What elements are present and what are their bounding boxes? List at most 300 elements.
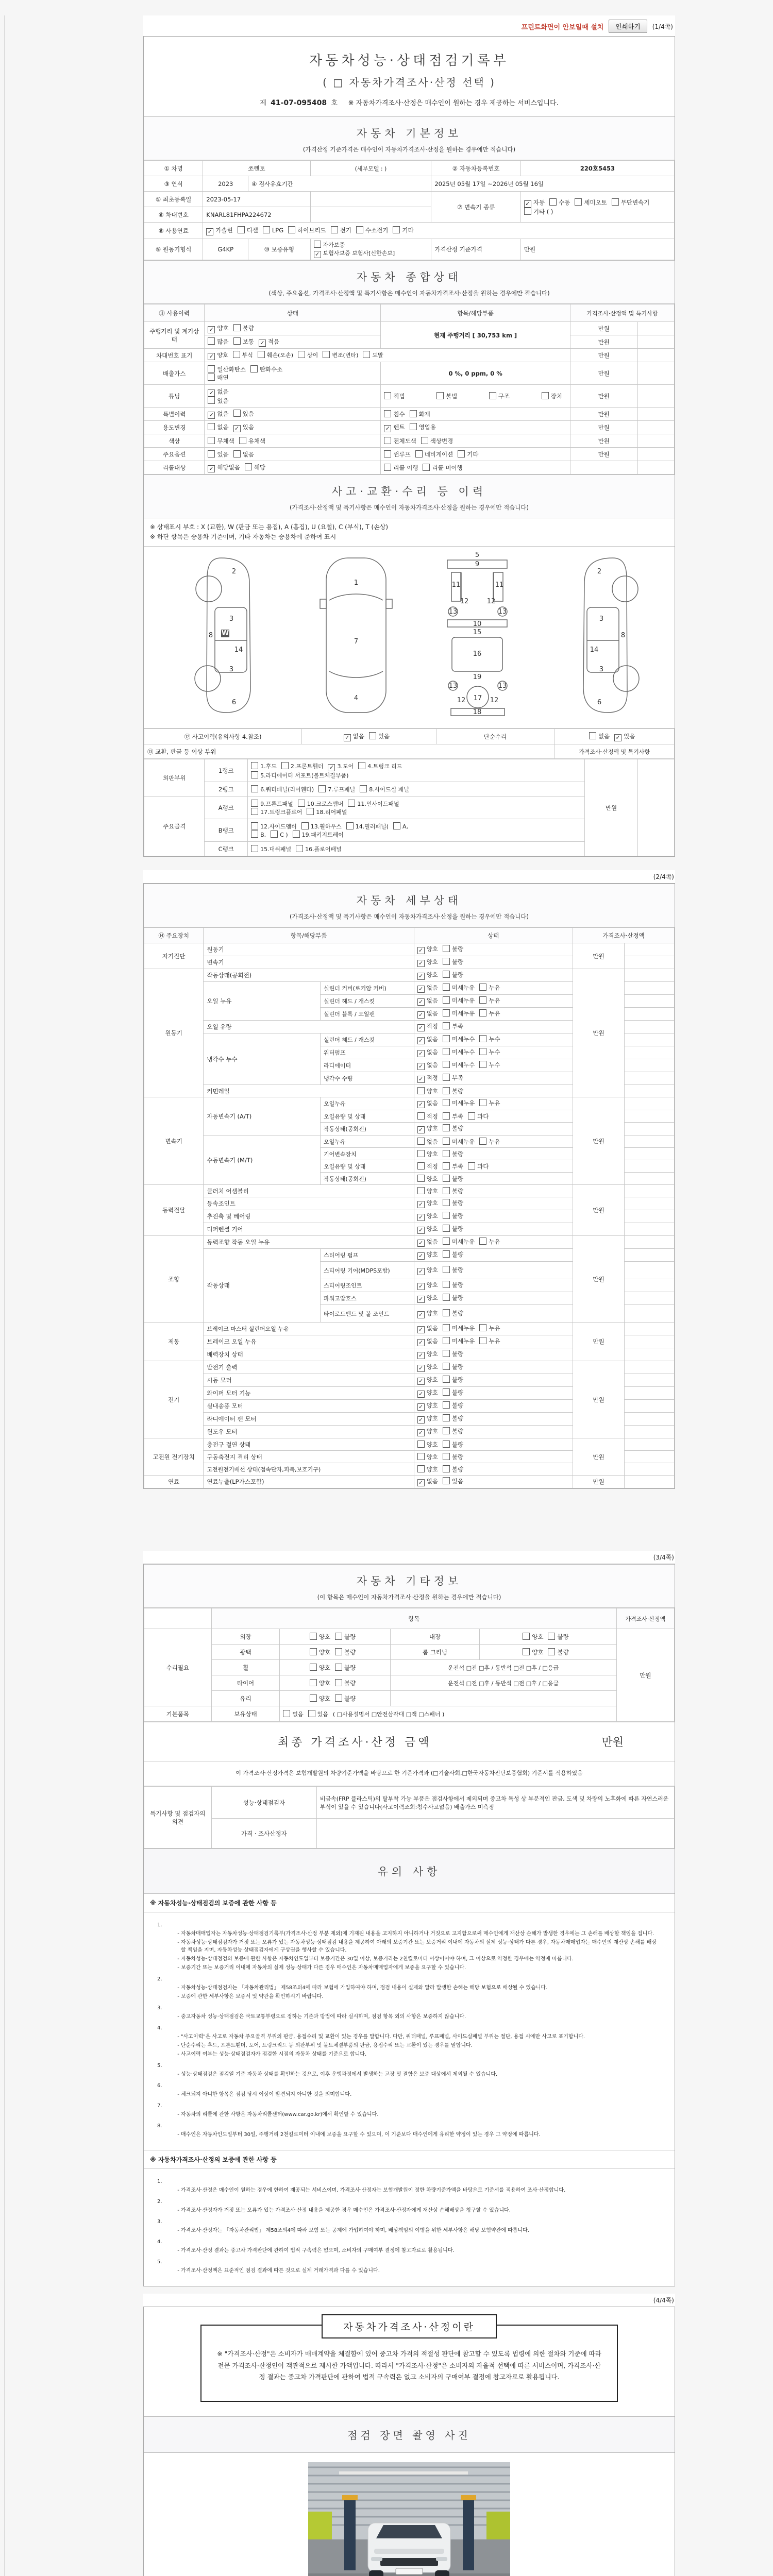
cell [624,1059,674,1072]
diagram-part-10: 10 [473,620,482,629]
checkbox-도말[interactable]: 도말 [363,351,383,359]
cell-실내송풍 모터: 실내송풍 모터 [204,1400,414,1413]
cell-배력장치 상태: 배력장치 상태 [204,1348,414,1361]
cell-만원: 만원 [573,1185,624,1236]
cell-만원: 만원 [573,1236,624,1323]
checkbox-양호[interactable]: 양호 [417,1453,438,1461]
checkbox-2.프론트휀더[interactable]: 2.프론트휀더 [281,762,324,770]
checkbox-양호[interactable]: 양호 [417,1187,438,1195]
checkbox-양호[interactable]: 양호 [417,1175,438,1183]
checkbox-없음[interactable]: ✓ 없음 [417,1238,438,1247]
notice-item: 1. [157,1922,162,1928]
cell-만원: 만원 [573,1361,624,1438]
checkbox-4.트렁크 리드[interactable]: 4.트렁크 리드 [358,762,402,770]
section-basic-header: 자동차 기본정보 (가격산정 기준가격은 매수인이 자동차가격조사·산정을 원하는 경우에만 적습니다) [144,116,675,160]
cell-룸 크리닝: 룸 크리닝 [390,1645,480,1660]
checkbox-부족[interactable]: 부족 [443,1022,463,1030]
checkbox-적음[interactable]: ✓ 적음 [259,337,279,347]
cell [554,729,675,744]
checkbox-없음[interactable]: 없음 [233,450,254,459]
cell-작동상태(공회전): 작동상태(공회전) [320,1173,414,1185]
diagram-part-11: 11 [451,581,461,589]
checkbox-13.휠하우스[interactable]: 13.휠하우스 [301,822,342,831]
checkbox-A,[interactable]: A, [393,822,408,830]
checkbox-불량[interactable]: 불량 [443,1250,463,1259]
checkbox-14.필러패널([interactable]: 14.필러패널( [346,822,389,831]
cell [414,1463,573,1476]
checkbox-불량[interactable]: 불량 [443,1124,463,1132]
checkbox-누유[interactable]: 누유 [479,1324,500,1332]
checkbox-양호[interactable]: 양호 [310,1648,330,1656]
cell [414,1021,573,1033]
checkbox-3.도어[interactable]: ✓ 3.도어 [328,762,354,771]
checkbox-누유[interactable]: 누유 [479,1238,500,1246]
cell [637,759,674,856]
checkbox-없음[interactable]: 없음 [208,423,228,431]
checkbox-양호[interactable]: ✓ 양호 [417,971,438,980]
checkbox-양호[interactable]: 양호 [310,1694,330,1703]
checkbox-해당[interactable]: 해당 [245,463,265,471]
checkbox-없음[interactable]: ✓ 없음 [417,1477,438,1486]
checkbox-없음[interactable]: ✓ 없음 [417,1048,438,1057]
notice-bullet: - 성능·상태점검은 점검일 기준 자동차 상태를 확인하는 것으로, 이후 운행과정에서 발생하는 고장 및 결함은 보증 대상에서 제외될 수 있습니다. [181,2071,661,2078]
checkbox-화재[interactable]: 화재 [410,410,430,418]
cell-브레이크 마스터 실린더: 브레이크 마스터 실린더오일 누유 [204,1323,414,1335]
checkbox-누유[interactable]: 누유 [479,1099,500,1107]
notices-sub1: ※ 자동차성능·상태점검의 보증에 관한 사항 등 [144,1894,675,1912]
checkbox-가솔린[interactable]: ✓ 가솔린 [206,226,232,235]
checkbox-양호[interactable]: ✓ 양호 [417,945,438,954]
cell [280,1691,390,1706]
cell [637,335,675,349]
cell [414,1059,573,1072]
checkbox-불량[interactable]: 불량 [443,1453,463,1461]
checkbox-누유[interactable]: 누유 [479,1009,500,1018]
checkbox-부족[interactable]: 부족 [443,1162,463,1171]
cell-충전구 절연 상태: 충전구 절연 상태 [204,1438,414,1451]
cell-스티어링 펌프: 스티어링 펌프 [320,1249,414,1262]
checkbox-11.인사이드패널[interactable]: 11.인사이드패널 [348,800,399,808]
doc-number: 41-07-095408 [271,99,327,107]
checkbox-부식[interactable]: 부식 [233,351,253,359]
checkbox-없음[interactable]: ✓ 없음 [208,387,228,397]
checkbox-있음[interactable]: 있음 [369,732,390,740]
checkbox-불량[interactable]: 불량 [443,1388,463,1397]
checkbox-불량[interactable]: 불량 [443,1427,463,1435]
checkbox-있음[interactable]: 있음 [233,410,254,418]
checkbox-12.사이드멤버[interactable]: 12.사이드멤버 [251,822,297,831]
checkbox-보통[interactable]: 보통 [233,337,254,346]
checkbox-불량[interactable]: 불량 [443,1281,463,1289]
checkbox-미세누수[interactable]: 미세누수 [443,1061,475,1069]
cell-주행거리 및 계기상태: 주행거리 및 계기상태 [144,322,205,349]
checkbox-양호[interactable]: ✓ 양호 [417,1225,438,1234]
cell-변속기: 변속기 [144,1097,204,1185]
checkbox-불량[interactable]: 불량 [443,1440,463,1449]
notice-bullet: - 가격조사·산정 결과는 중고차 가격판단에 관하여 법적 구속력은 없으며, 소비자의 구매여부 결정에 참고자료로 활용됩니다. [181,2247,661,2255]
cell [414,1033,573,1046]
checkbox-불량[interactable]: 불량 [443,1266,463,1274]
checkbox-있음[interactable]: 있음 [443,1477,463,1485]
cell-B랭크: B랭크 [205,819,248,842]
checkbox-과다[interactable]: 과다 [468,1162,489,1171]
cell [624,1323,674,1335]
section-overall-header: 자동차 종합상태 (색상, 주요옵션, 가격조사·산정액 및 특기사항은 매수인이 자동차가격조사·산정을 원하는 경우에만 적습니다) [144,260,675,304]
checkbox-전체도색[interactable]: 전체도색 [384,437,416,445]
checkbox-해당없음[interactable]: ✓ 해당없음 [208,463,240,472]
cell-⑥ 차대번호: ⑥ 차대번호 [144,207,203,223]
checkbox-없음[interactable]: ✓ 없음 [417,1061,438,1070]
cell [414,1335,573,1348]
checkbox-색상변경[interactable]: 색상변경 [421,437,453,445]
checkbox-누수[interactable]: 누수 [479,1061,500,1069]
checkbox-미세누유[interactable]: 미세누유 [443,984,475,992]
checkbox-19.패키지트레이[interactable]: 19.패키지트레이 [293,831,344,839]
checkbox-자동[interactable]: ✓ 자동 [524,198,545,208]
cell [624,1335,674,1348]
checkbox-양호[interactable]: 양호 [417,1087,438,1095]
checkbox-양호[interactable]: ✓ 양호 [417,1414,438,1423]
checkbox-탄화수소[interactable]: 탄화수소 [250,365,282,374]
checkbox-18.리어패널[interactable]: 18.리어패널 [307,808,347,816]
checkbox-양호[interactable]: 양호 [523,1648,543,1656]
checkbox-불량[interactable]: 불량 [443,1350,463,1358]
checkbox-자가보증[interactable]: 자가보증 [314,241,345,249]
cell [624,1033,674,1046]
checkbox-불량[interactable]: 불량 [443,1401,463,1410]
checkbox-미세누유[interactable]: 미세누유 [443,1009,475,1018]
checkbox-상이[interactable]: 상이 [298,351,318,359]
checkbox-양호[interactable]: 양호 [417,1465,438,1473]
checkbox-누유[interactable]: 누유 [479,1337,500,1345]
checkbox-장치[interactable]: 장치 [542,392,562,400]
checkbox-미세누유[interactable]: 미세누유 [443,996,475,1005]
diagram-part-8: 8 [208,632,213,640]
checkbox-일산화탄소[interactable]: 일산화탄소 [208,365,246,374]
diagram-part-3: 3 [599,666,604,674]
print-install-hint[interactable]: 프린트화면이 안보일때 설치 [521,23,604,31]
notice-item: 7. [157,2103,162,2109]
checkbox-불량[interactable]: 불량 [443,971,463,979]
checkbox-없음[interactable]: ✓ 없음 [417,1035,438,1044]
checkbox-5.라디에이터 서포트(볼트체결부품)[interactable]: 5.라디에이터 서포트(볼트체결부품) [251,771,348,779]
checkbox-불량[interactable]: 불량 [443,945,463,953]
cell [414,1361,573,1374]
checkbox-불량[interactable]: 불량 [443,1225,463,1233]
diagram-part-11: 11 [495,581,504,589]
cell-오일누유: 오일누유 [320,1097,414,1110]
checkbox-불량[interactable]: 불량 [443,1465,463,1473]
checkbox-불량[interactable]: 불량 [548,1648,568,1656]
cell-주요옵션: 주요옵션 [144,448,205,461]
checkbox-미세누유[interactable]: 미세누유 [443,1138,475,1146]
checkbox-누수[interactable]: 누수 [479,1035,500,1043]
checkbox-불량[interactable]: 불량 [335,1648,356,1656]
checkbox-없음[interactable]: 없음 [283,1710,303,1718]
checkbox-양호[interactable]: ✓ 양호 [417,1363,438,1372]
cell [624,1292,674,1305]
checkbox-양호[interactable]: 양호 [417,1440,438,1449]
checkbox-과다[interactable]: 과다 [468,1112,489,1121]
notice-bullet: - 체크되지 아니한 항목은 점검 당시 이상이 발견되지 아니한 것을 의미합니다. [181,2091,661,2098]
checkbox-디젤[interactable]: 디젤 [238,226,258,234]
checkbox-불량[interactable]: 불량 [335,1694,356,1703]
checkbox-불량[interactable]: 불량 [335,1664,356,1672]
checkbox-부족[interactable]: 부족 [443,1074,463,1082]
cell [248,782,585,796]
cell [414,982,573,995]
checkbox-양호[interactable]: 양호 [310,1664,330,1672]
checkbox-전기[interactable]: 전기 [331,226,351,234]
detail-status-table [144,927,675,1488]
checkbox-기타 ( )[interactable]: 기타 ( ) [524,208,553,216]
checkbox-미세누유[interactable]: 미세누유 [443,1238,475,1246]
cell-리콜대상: 리콜대상 [144,461,205,474]
checkbox-양호[interactable]: 양호 [417,1150,438,1158]
checkbox-적정[interactable]: ✓ 적정 [417,1022,438,1031]
checkbox-부족[interactable]: 부족 [443,1112,463,1121]
cell [414,995,573,1008]
notices-sub2: ※ 자동차가격조사·산정의 보증에 관한 사항 등 [144,2150,675,2169]
cell-작동상태(공회전): 작동상태(공회전) [320,1123,414,1136]
cell-가격조사·산정액: 가격조사·산정액 [616,1608,674,1629]
checkbox-양호[interactable]: ✓ 양호 [417,1212,438,1221]
checkbox-없음[interactable]: 없음 [417,1138,438,1146]
cell [381,461,570,474]
checkbox-영업용[interactable]: 영업용 [410,423,436,431]
checkbox-없음[interactable]: ✓ 없음 [417,996,438,1006]
checkbox-LPG[interactable]: LPG [263,226,283,234]
checkbox-C )[interactable]: C ) [271,831,288,838]
checkbox-있음[interactable]: ✓ 있음 [614,732,635,741]
checkbox-보험사보증 보험사[신한손보][interactable]: ✓ 보험사보증 보험사[신한손보] [314,249,395,258]
cell-만원: 만원 [570,448,637,461]
checkbox-있음[interactable]: 있음 [208,397,228,405]
cell-⑭ 주요장치: ⑭ 주요장치 [144,928,204,943]
checkbox-8.사이드실 패널[interactable]: 8.사이드실 패널 [360,785,409,793]
checkbox-렌트[interactable]: ✓ 렌트 [384,423,405,432]
checkbox-없음[interactable]: ✓ 없음 [417,1324,438,1333]
damage-code-legend: ※ 상태표시 부호 : X (교환), W (판금 또는 용접), A (흠집), U (요철), C (부식), T (손상) ※ 하단 항목은 승용차 기준이며, 기타 자동차는 승용차에 준하여 표시 [144,518,675,547]
cell-특기사항 및 점검자의: 특기사항 및 점검자의 의견 [144,1787,212,1849]
cell-튜닝: 튜닝 [144,385,205,408]
checkbox-불량[interactable]: 불량 [233,324,254,332]
checkbox-없음[interactable]: ✓ 없음 [208,410,228,419]
overall-status-table [144,304,675,474]
checkbox-양호[interactable]: ✓ 양호 [417,1376,438,1385]
checkbox-양호[interactable]: ✓ 양호 [417,1266,438,1275]
cell-시동 모터: 시동 모터 [204,1374,414,1387]
checkbox-양호[interactable]: ✓ 양호 [417,1281,438,1290]
cell [637,448,675,461]
checkbox-누유[interactable]: 누유 [479,984,500,992]
cell [205,461,381,474]
checkbox-불량[interactable]: 불량 [443,1187,463,1195]
cell-만원: 만원 [570,434,637,448]
checkbox-양호[interactable]: ✓ 양호 [417,1401,438,1411]
checkbox-불량[interactable]: 불량 [443,1294,463,1302]
checkbox-리콜 이행[interactable]: 리콜 이행 [384,464,418,472]
checkbox-B,[interactable]: B, [251,831,266,838]
checkbox-적정[interactable]: 적정 [417,1112,438,1121]
checkbox-6.쿼터패널(리어휀다)[interactable]: 6.쿼터패널(리어휀다) [251,785,314,793]
cell [205,385,381,408]
checkbox-매연[interactable]: 매연 [208,374,228,382]
checkbox-세미오토[interactable]: 세미오토 [575,198,607,207]
checkbox-불량[interactable]: 불량 [443,1363,463,1371]
cell [624,1110,674,1123]
checkbox-불량[interactable]: 불량 [335,1633,356,1641]
cell-배출가스: 배출가스 [144,362,205,385]
checkbox-양호[interactable]: ✓ 양호 [417,1124,438,1133]
checkbox-수동[interactable]: 수동 [549,198,570,207]
checkbox-양호[interactable]: ✓ 양호 [208,351,228,360]
checkbox-양호[interactable]: ✓ 양호 [417,1309,438,1318]
checkbox-없음[interactable]: 없음 [589,732,610,740]
checkbox-미세누수[interactable]: 미세누수 [443,1035,475,1043]
checkbox-불량[interactable]: 불량 [443,1309,463,1317]
checkbox-양호[interactable]: 양호 [310,1679,330,1687]
cell-② 자동차등록번호: ② 자동차등록번호 [431,161,521,176]
checkbox-불량[interactable]: 불량 [443,1376,463,1384]
checkbox-누유[interactable]: 누유 [479,1138,500,1146]
checkbox-무단변속기[interactable]: 무단변속기 [612,198,650,207]
print-button[interactable]: 인쇄하기 [609,20,647,33]
cell-등속조인트: 등속조인트 [204,1197,414,1210]
notices-list-2 [144,2169,675,2286]
checkbox-불량[interactable]: 불량 [443,958,463,966]
cell-자기진단: 자기진단 [144,943,204,969]
notice-bullet: - 가격조사·산정자는 「자동차관리법」 제58조의4에 따라 보험 또는 공제에 가입하여야 하며, 배상책임의 이행을 위한 세부사항은 해당 보험약관에 따릅니다. [181,2227,661,2234]
checkbox-훼손(오손)[interactable]: 훼손(오손) [258,351,293,359]
checkbox-불법[interactable]: 불법 [436,392,457,400]
cell-실린더 커버(로커암 커: 실린더 커버(로커암 커버) [320,982,414,995]
cell [414,1451,573,1463]
checkbox-침수[interactable]: 침수 [384,410,405,418]
checkbox-없음[interactable]: ✓ 없음 [417,1337,438,1346]
cell [414,1110,573,1123]
checkbox-불량[interactable]: 불량 [443,1199,463,1207]
checkbox-미세누유[interactable]: 미세누유 [443,1324,475,1332]
checkbox-없음[interactable]: ✓ 없음 [417,984,438,993]
diagram-part-2: 2 [231,568,237,576]
checkbox-양호[interactable]: ✓ 양호 [208,324,228,333]
checkbox-양호[interactable]: 양호 [523,1633,543,1641]
notice-bullet: - 자동차성능·상태점검자는 「자동차관리법」 제58조의4에 따라 보험에 가입하여야 하며, 점검 내용이 실제와 달라 발생한 손해는 해당 보험으로 배상될 수 있습니다. [181,1984,661,1992]
diagram-part-6: 6 [231,699,237,707]
cell-발전기 출력: 발전기 출력 [204,1361,414,1374]
checkbox-많음[interactable]: 많음 [208,337,228,346]
cell [205,349,570,362]
checkbox-불량[interactable]: 불량 [443,1414,463,1422]
checkbox-미세누유[interactable]: 미세누유 [443,1337,475,1345]
checkbox-7.루프패널[interactable]: 7.루프패널 [318,785,355,793]
checkbox-적정[interactable]: 적정 [417,1162,438,1171]
cell-유리: 유리 [211,1691,280,1706]
cell [248,796,585,819]
checkbox-누유[interactable]: 누유 [479,996,500,1005]
checkbox-있음[interactable]: 있음 [208,450,228,459]
notice-item: 8. [157,2123,162,2129]
diagram-part-9: 9 [475,561,480,569]
checkbox-양호[interactable]: ✓ 양호 [417,958,438,967]
checkbox-양호[interactable]: ✓ 양호 [417,1427,438,1436]
checkbox-불량[interactable]: 불량 [443,1212,463,1220]
checkbox-없음[interactable]: ✓ 없음 [417,1099,438,1108]
cell [414,1476,573,1488]
checkbox-미세누수[interactable]: 미세누수 [443,1048,475,1056]
section-detail-header: 자동차 세부상태 (가격조사·산정액 및 특기사항은 매수인이 자동차가격조사·산정을 원하는 경우에만 적습니다) [144,884,675,927]
report-page-3 [143,1564,675,2286]
checkbox-네비게이션[interactable]: 네비게이션 [415,450,453,459]
checkbox-기타[interactable]: 기타 [458,450,478,459]
checkbox-리콜 미이행[interactable]: 리콜 미이행 [423,464,462,472]
checkbox-적법[interactable]: 적법 [384,392,405,400]
diagram-part-15: 15 [473,629,482,637]
cell [637,322,675,335]
cell [624,1072,674,1085]
checkbox-미세누유[interactable]: 미세누유 [443,1099,475,1107]
checkbox-양호[interactable]: ✓ 양호 [417,1294,438,1303]
checkbox-불량[interactable]: 불량 [443,1175,463,1183]
checkbox-썬루프[interactable]: 썬루프 [384,450,410,459]
checkbox-1.후드[interactable]: 1.후드 [251,762,277,770]
checkbox-불량[interactable]: 불량 [443,1150,463,1158]
cell [205,434,381,448]
cell-수리필요: 수리필요 [144,1629,212,1706]
checkbox-기타[interactable]: 기타 [393,226,413,234]
checkbox-10.크로스멤버[interactable]: 10.크로스멤버 [298,800,344,808]
checkbox-불량[interactable]: 불량 [335,1679,356,1687]
checkbox-양호[interactable]: ✓ 양호 [417,1350,438,1359]
checkbox-유채색[interactable]: 유채색 [239,437,265,445]
cell-C랭크: C랭크 [205,842,248,856]
cell [414,1046,573,1059]
inspection-photo-front [308,2462,510,2576]
checkbox-하이브리드[interactable]: 하이브리드 [288,226,326,234]
checkbox-불량[interactable]: 불량 [548,1633,568,1641]
checkbox-양호[interactable]: ✓ 양호 [417,1250,438,1260]
diagram-part-13: 13 [498,682,507,690]
checkbox-9.프론트패널[interactable]: 9.프론트패널 [251,800,293,808]
checkbox-구조[interactable]: 구조 [489,392,510,400]
final-price-row [144,1722,675,1761]
cell [390,1691,616,1706]
cell-오일유량 및 상태: 오일유량 및 상태 [320,1110,414,1123]
cell [624,1262,674,1279]
checkbox-변조(변타)[interactable]: 변조(변타) [323,351,358,359]
checkbox-16.플로어패널[interactable]: 16.플로어패널 [296,845,342,853]
checkbox-15.대쉬패널[interactable]: 15.대쉬패널 [251,845,291,853]
checkbox-있음[interactable]: ✓ 있음 [233,423,254,432]
cell [624,969,674,982]
checkbox-없음[interactable]: ✓ 없음 [417,1009,438,1019]
checkbox-적정[interactable]: ✓ 적정 [417,1074,438,1083]
checkbox-불량[interactable]: 불량 [443,1087,463,1095]
checkbox-없음[interactable]: ✓ 없음 [344,732,364,741]
checkbox-양호[interactable]: ✓ 양호 [417,1199,438,1208]
checkbox-양호[interactable]: ✓ 양호 [417,1388,438,1398]
checkbox-무채색[interactable]: 무채색 [208,437,234,445]
cell [624,1426,674,1438]
checkbox-수소전기[interactable]: 수소전기 [356,226,388,234]
checkbox-17.트렁크플로어[interactable]: 17.트렁크플로어 [251,808,302,816]
cell [624,1236,674,1249]
checkbox-누수[interactable]: 누수 [479,1048,500,1056]
notice-bullet: - 가격조사·산정자가 거짓 또는 오류가 있는 가격조사·산정 내용을 제공한 경우 매수인은 가격조사·산정자에게 재산상 손해배상을 청구할 수 있습니다. [181,2207,661,2214]
checkbox-있음[interactable]: 있음 [308,1710,328,1718]
checkbox-양호[interactable]: 양호 [310,1633,330,1641]
